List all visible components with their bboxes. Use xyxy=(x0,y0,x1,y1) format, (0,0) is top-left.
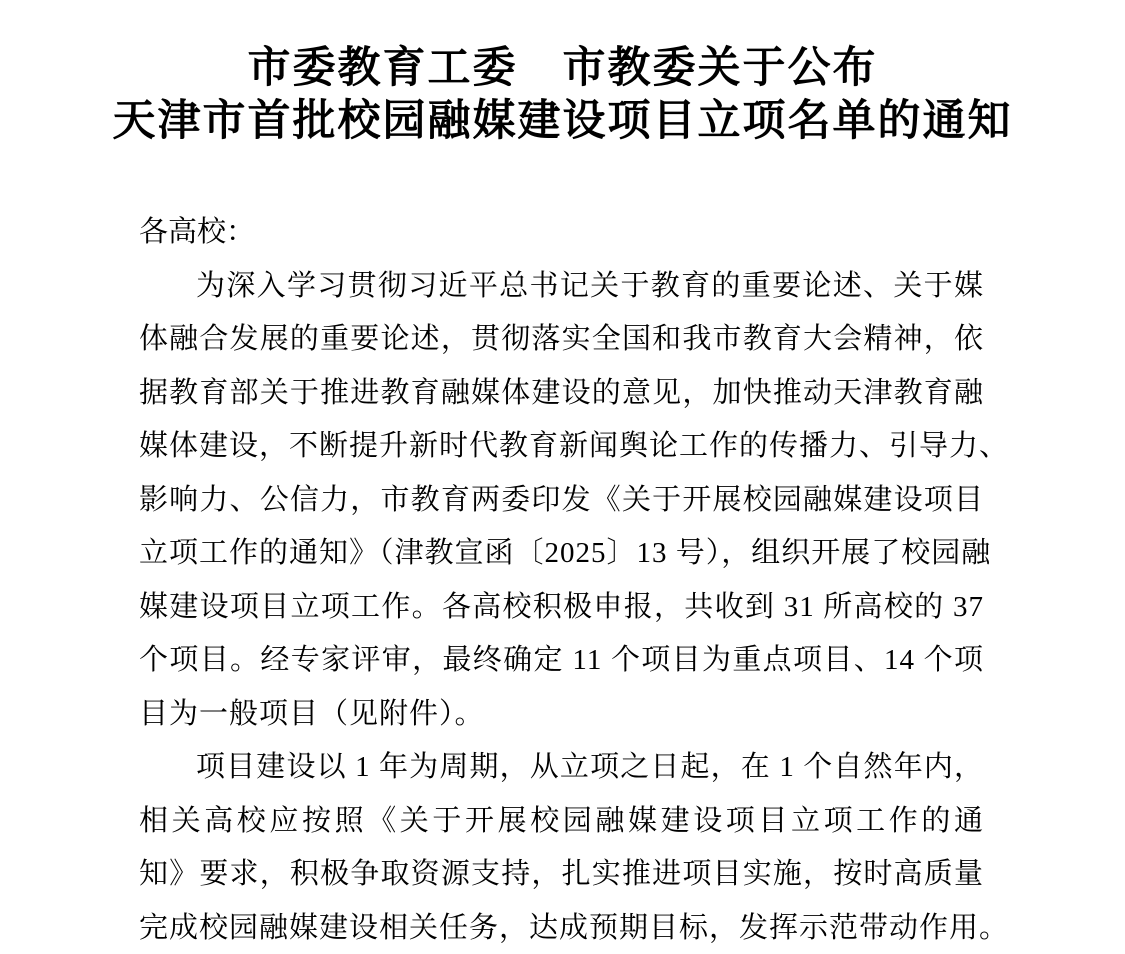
body-line-10: 项目建设以 1 年为周期，从立项之日起，在 1 个自然年内， xyxy=(196,751,984,783)
body-line-3: 据教育部关于推进教育融媒体建设的意见，加快推动天津教育融 xyxy=(139,376,984,409)
body-line-4: 媒体建设，不断提升新时代教育新闻舆论工作的传播力、引导力、 xyxy=(139,430,1010,462)
body-line-12: 知》要求，积极争取资源支持，扎实推进项目实施，按时高质量 xyxy=(139,858,984,890)
body-line-9: 目为一般项目（见附件）。 xyxy=(139,697,485,730)
document-body xyxy=(139,206,1010,954)
title-line-1: 市委教育工委 市教委关于公布 xyxy=(247,45,878,92)
body-line-11: 相关高校应按照《关于开展校园融媒建设项目立项工作的通 xyxy=(139,804,984,837)
body-line-6: 立项工作的通知》（津教宣函〔2025〕13 号），组织开展了校园融 xyxy=(139,537,992,569)
body-line-5: 影响力、公信力，市教育两委印发《关于开展校园融媒建设项目 xyxy=(139,483,984,516)
salutation: 各高校： xyxy=(139,216,256,248)
document-title xyxy=(0,0,1125,148)
body-line-1: 为深入学习贯彻习近平总书记关于教育的重要论述、关于媒 xyxy=(196,269,984,302)
body-line-7: 媒建设项目立项工作。各高校积极申报，共收到 31 所高校的 37 xyxy=(139,590,984,623)
body-line-8: 个项目。经专家评审，最终确定 11 个项目为重点项目、14 个项 xyxy=(139,644,984,676)
body-line-2: 体融合发展的重要论述，贯彻落实全国和我市教育大会精神，依 xyxy=(139,323,984,355)
body-line-13: 完成校园融媒建设相关任务，达成预期目标，发挥示范带动作用。 xyxy=(139,911,1010,944)
title-line-2: 天津市首批校园融媒建设项目立项名单的通知 xyxy=(112,98,1013,145)
